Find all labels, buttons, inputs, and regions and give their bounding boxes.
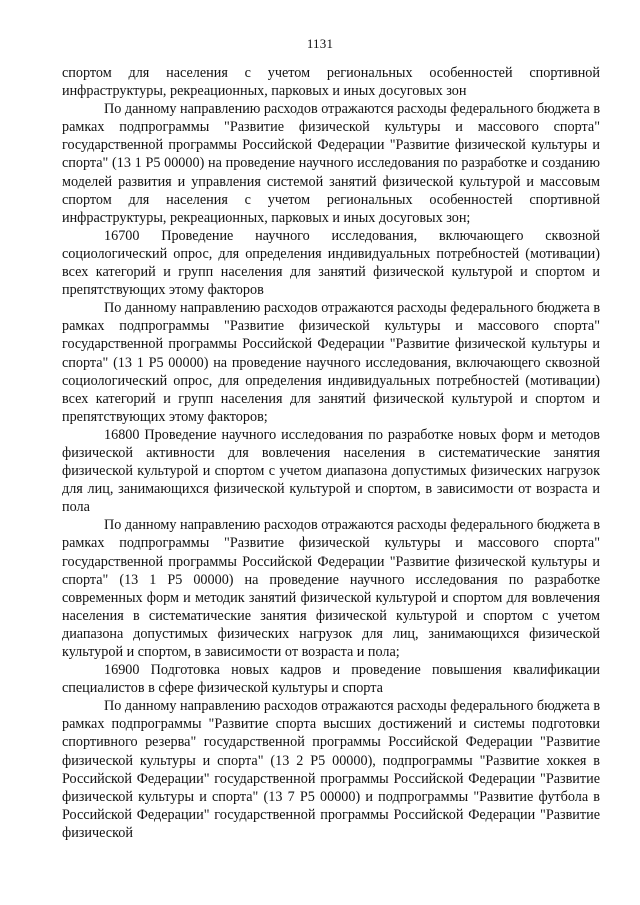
paragraph-code-16900: 16900 Подготовка новых кадров и проведение повышения квалификации специалистов в сфере физической культуры и спорта bbox=[62, 662, 600, 697]
paragraph-expenditure-description: По данному направлению расходов отражаются расходы федерального бюджета в рамках подпрограммы "Развитие спорта высших достижений и системы подготовки спортивного резерва" государственной программы Российской Федерации "Развитие физической культуры и спорта" (13 2 Р5 00000), подпрограммы "Развитие хоккея в Российской Федерации" государственной программы Российской Федерации "Развитие физической культуры и спорта" (13 7 Р5 00000) и подпрограммы "Развитие футбола в Российской Федерации" государственной программы Российской Федерации "Развитие физической bbox=[62, 698, 601, 841]
paragraph-continuation: спортом для населения с учетом региональных особенностей спортивной инфраструктуры, рекреационных, парковых и иных досуговых зон bbox=[62, 65, 600, 100]
paragraph-expenditure-description: По данному направлению расходов отражаются расходы федерального бюджета в рамках подпрограммы "Развитие физической культуры и массового спорта" государственной программы Российской Федерации "Развитие физической культуры и спорта" (13 1 Р5 00000) на проведение научного исследования, включающего сквозной социологический опрос, для определения индивидуальных потребностей (мотивации) всех категорий и групп населения для занятий физической культурой и спортом и препятствующих этому факторов; bbox=[62, 300, 601, 425]
document-body bbox=[62, 64, 600, 842]
paragraph-expenditure-description: По данному направлению расходов отражаются расходы федерального бюджета в рамках подпрограммы "Развитие физической культуры и массового спорта" государственной программы Российской Федерации "Развитие физической культуры и спорта" (13 1 Р5 00000) на проведение научного исследования по разработке и созданию моделей развития и управления системой занятий физической культурой и массовым спортом для населения с учетом региональных особенностей спортивной инфраструктуры, рекреационных, парковых и иных досуговых зон; bbox=[62, 101, 601, 226]
paragraph-code-16700: 16700 Проведение научного исследования, включающего сквозной социологический опрос, для определения индивидуальных потребностей (мотивации) всех категорий и групп населения для занятий физической культурой и спортом и препятствующих этому факторов bbox=[62, 227, 600, 299]
paragraph-expenditure-description: По данному направлению расходов отражаются расходы федерального бюджета в рамках подпрограммы "Развитие физической культуры и массового спорта" государственной программы Российской Федерации "Развитие физической культуры и спорта" (13 1 Р5 00000) на проведение научного исследования по разработке современных форм и методик занятий физической культурой и спортом для вовлечения населения в систематические занятия физической культурой и спортом с учетом диапазона допустимых физических нагрузок для лиц, занимающихся физической культурой и спортом, в зависимости от возраста и пола; bbox=[62, 517, 601, 660]
page-number: 1131 bbox=[306, 36, 334, 51]
paragraph-code-16800: 16800 Проведение научного исследования по разработке новых форм и методов физической активности для вовлечения населения в систематические занятия физической культурой и спортом с учетом диапазона допустимых физических нагрузок для лиц, занимающихся физической культурой и спортом, в зависимости от возраста и пола bbox=[62, 426, 600, 516]
